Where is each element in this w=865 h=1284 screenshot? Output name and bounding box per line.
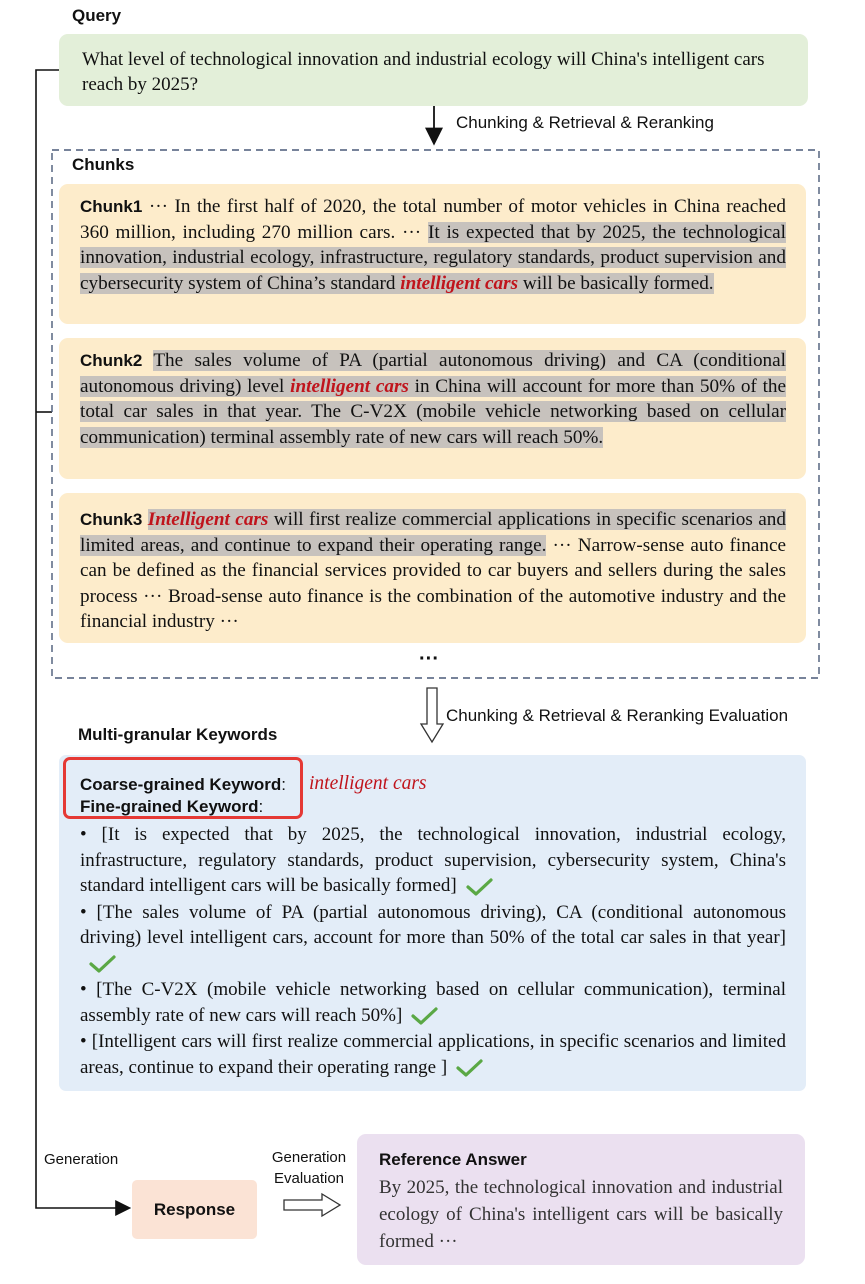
- fine-keyword-colon: :: [258, 797, 264, 816]
- arrow2-label: Chunking & Retrieval & Reranking Evaluation: [446, 706, 789, 725]
- check-icon: [410, 1006, 438, 1026]
- chunk3-keyword: Intelligent cars: [147, 509, 269, 530]
- reference-text: By 2025, the technological innovation and industrial ecology of China's intelligent cars will be basically formed ···: [379, 1177, 783, 1252]
- check-icon: [465, 877, 493, 897]
- query-box: [59, 34, 808, 106]
- fine-keyword-item-text: • [The C-V2X (mobile vehicle networking based on cellular communication), terminal assembly rate of new cars will reach 50%]: [80, 979, 786, 1026]
- response-box: [132, 1180, 257, 1239]
- query-heading: Query: [72, 6, 122, 25]
- chunk1-text-a: ··· In the first half of 2020, the total number of motor vehicles in China reached 360 million, including 270 million cars. ···: [80, 196, 786, 243]
- coarse-keyword-value-wrap: [309, 773, 427, 795]
- chunks-heading: Chunks: [72, 155, 135, 174]
- fine-keyword-item: [80, 822, 786, 899]
- gen-eval-line2: Evaluation: [273, 1170, 345, 1187]
- chunk2-text-a: The sales volume of PA (partial autonomous driving) and CA (conditional autonomous driving) level: [80, 350, 786, 397]
- chunk3-text-a: will first realize commercial applications in specific scenarios and limited areas, and continue to expand their operating range.: [80, 509, 786, 556]
- gen-eval-line1: Generation: [271, 1149, 347, 1166]
- fine-keyword-item-text: • [Intelligent cars will first realize commercial applications, in specific scenarios and limited areas, continue to expand their operating range ]: [80, 1031, 786, 1078]
- chunk3-text-b: ··· Narrow-sense auto finance can be defined as the financial services provided to car buyers and sellers during the sales process ··· Broad-sense auto finance is the combination of the automotive industry and the financial industry ···: [80, 534, 786, 632]
- chunk2-keyword: intelligent cars: [290, 375, 409, 397]
- fine-keyword-item-text: • [The sales volume of PA (partial autonomous driving), CA (conditional autonomous driving) level intelligent cars, account for more than 50% of the total car sales in that year]: [80, 901, 786, 948]
- generation-label: Generation: [44, 1151, 119, 1168]
- coarse-keyword-value: intelligent cars: [309, 773, 427, 794]
- chunk3-name: Chunk3: [80, 510, 143, 529]
- reference-heading: Reference Answer: [379, 1150, 527, 1169]
- chunk2-name: Chunk2: [80, 351, 143, 370]
- generation-eval-hollow-arrow: [284, 1194, 340, 1216]
- keywords-heading: Multi-granular Keywords: [78, 725, 278, 744]
- check-icon: [88, 954, 116, 974]
- chunks-ellipsis: ···: [419, 648, 439, 670]
- chunk2-highlight: [80, 350, 786, 448]
- arrow1-label: Chunking & Retrieval & Reranking: [456, 113, 714, 132]
- fine-keyword-item: [80, 900, 786, 977]
- fine-keyword-row: [80, 797, 263, 817]
- chunk1-text-b: It is expected that by 2025, the technological innovation, industrial ecology, infrastructure, regulatory standards, product supervision and cybersecurity system of China’s standard: [80, 221, 786, 294]
- check-icon: [455, 1058, 483, 1078]
- chunk1-box: [59, 184, 806, 324]
- chunk1-name: Chunk1: [80, 197, 143, 216]
- chunk1-text-c: will be basically formed.: [518, 272, 714, 294]
- chunk1-keyword: intelligent cars: [400, 272, 519, 294]
- response-label: Response: [153, 1199, 236, 1219]
- fine-keyword-item: [80, 1029, 786, 1080]
- chunk3-box: [59, 493, 806, 643]
- coarse-keyword-label: Coarse-grained Keyword: [80, 775, 282, 794]
- coarse-keyword-colon: :: [281, 775, 286, 794]
- query-text: What level of technological innovation and industrial ecology will China's intelligent cars reach by 2025?: [82, 49, 765, 95]
- coarse-keyword-row: [80, 775, 286, 795]
- fine-keyword-item-text: • [It is expected that by 2025, the technological innovation, industrial ecology, infrastructure, regulatory standards, product supervision, cybersecurity system, China's standard intelligent cars will be basically formed]: [80, 824, 786, 896]
- generation-evaluation-label: [264, 1147, 354, 1189]
- fine-keyword-label: Fine-grained Keyword: [80, 797, 259, 816]
- fine-keyword-item: [80, 977, 786, 1028]
- reference-box: [357, 1134, 805, 1265]
- chunk2-text-b: in China will account for more than 50% of the total car sales in that year. The C-V2X (mobile vehicle networking based on cellular communication) terminal assembly rate of new cars will reach 50%.: [80, 375, 787, 448]
- fine-keyword-list: [80, 822, 786, 1081]
- chunk2-box: [59, 338, 806, 479]
- evaluation-hollow-arrow: [421, 688, 443, 742]
